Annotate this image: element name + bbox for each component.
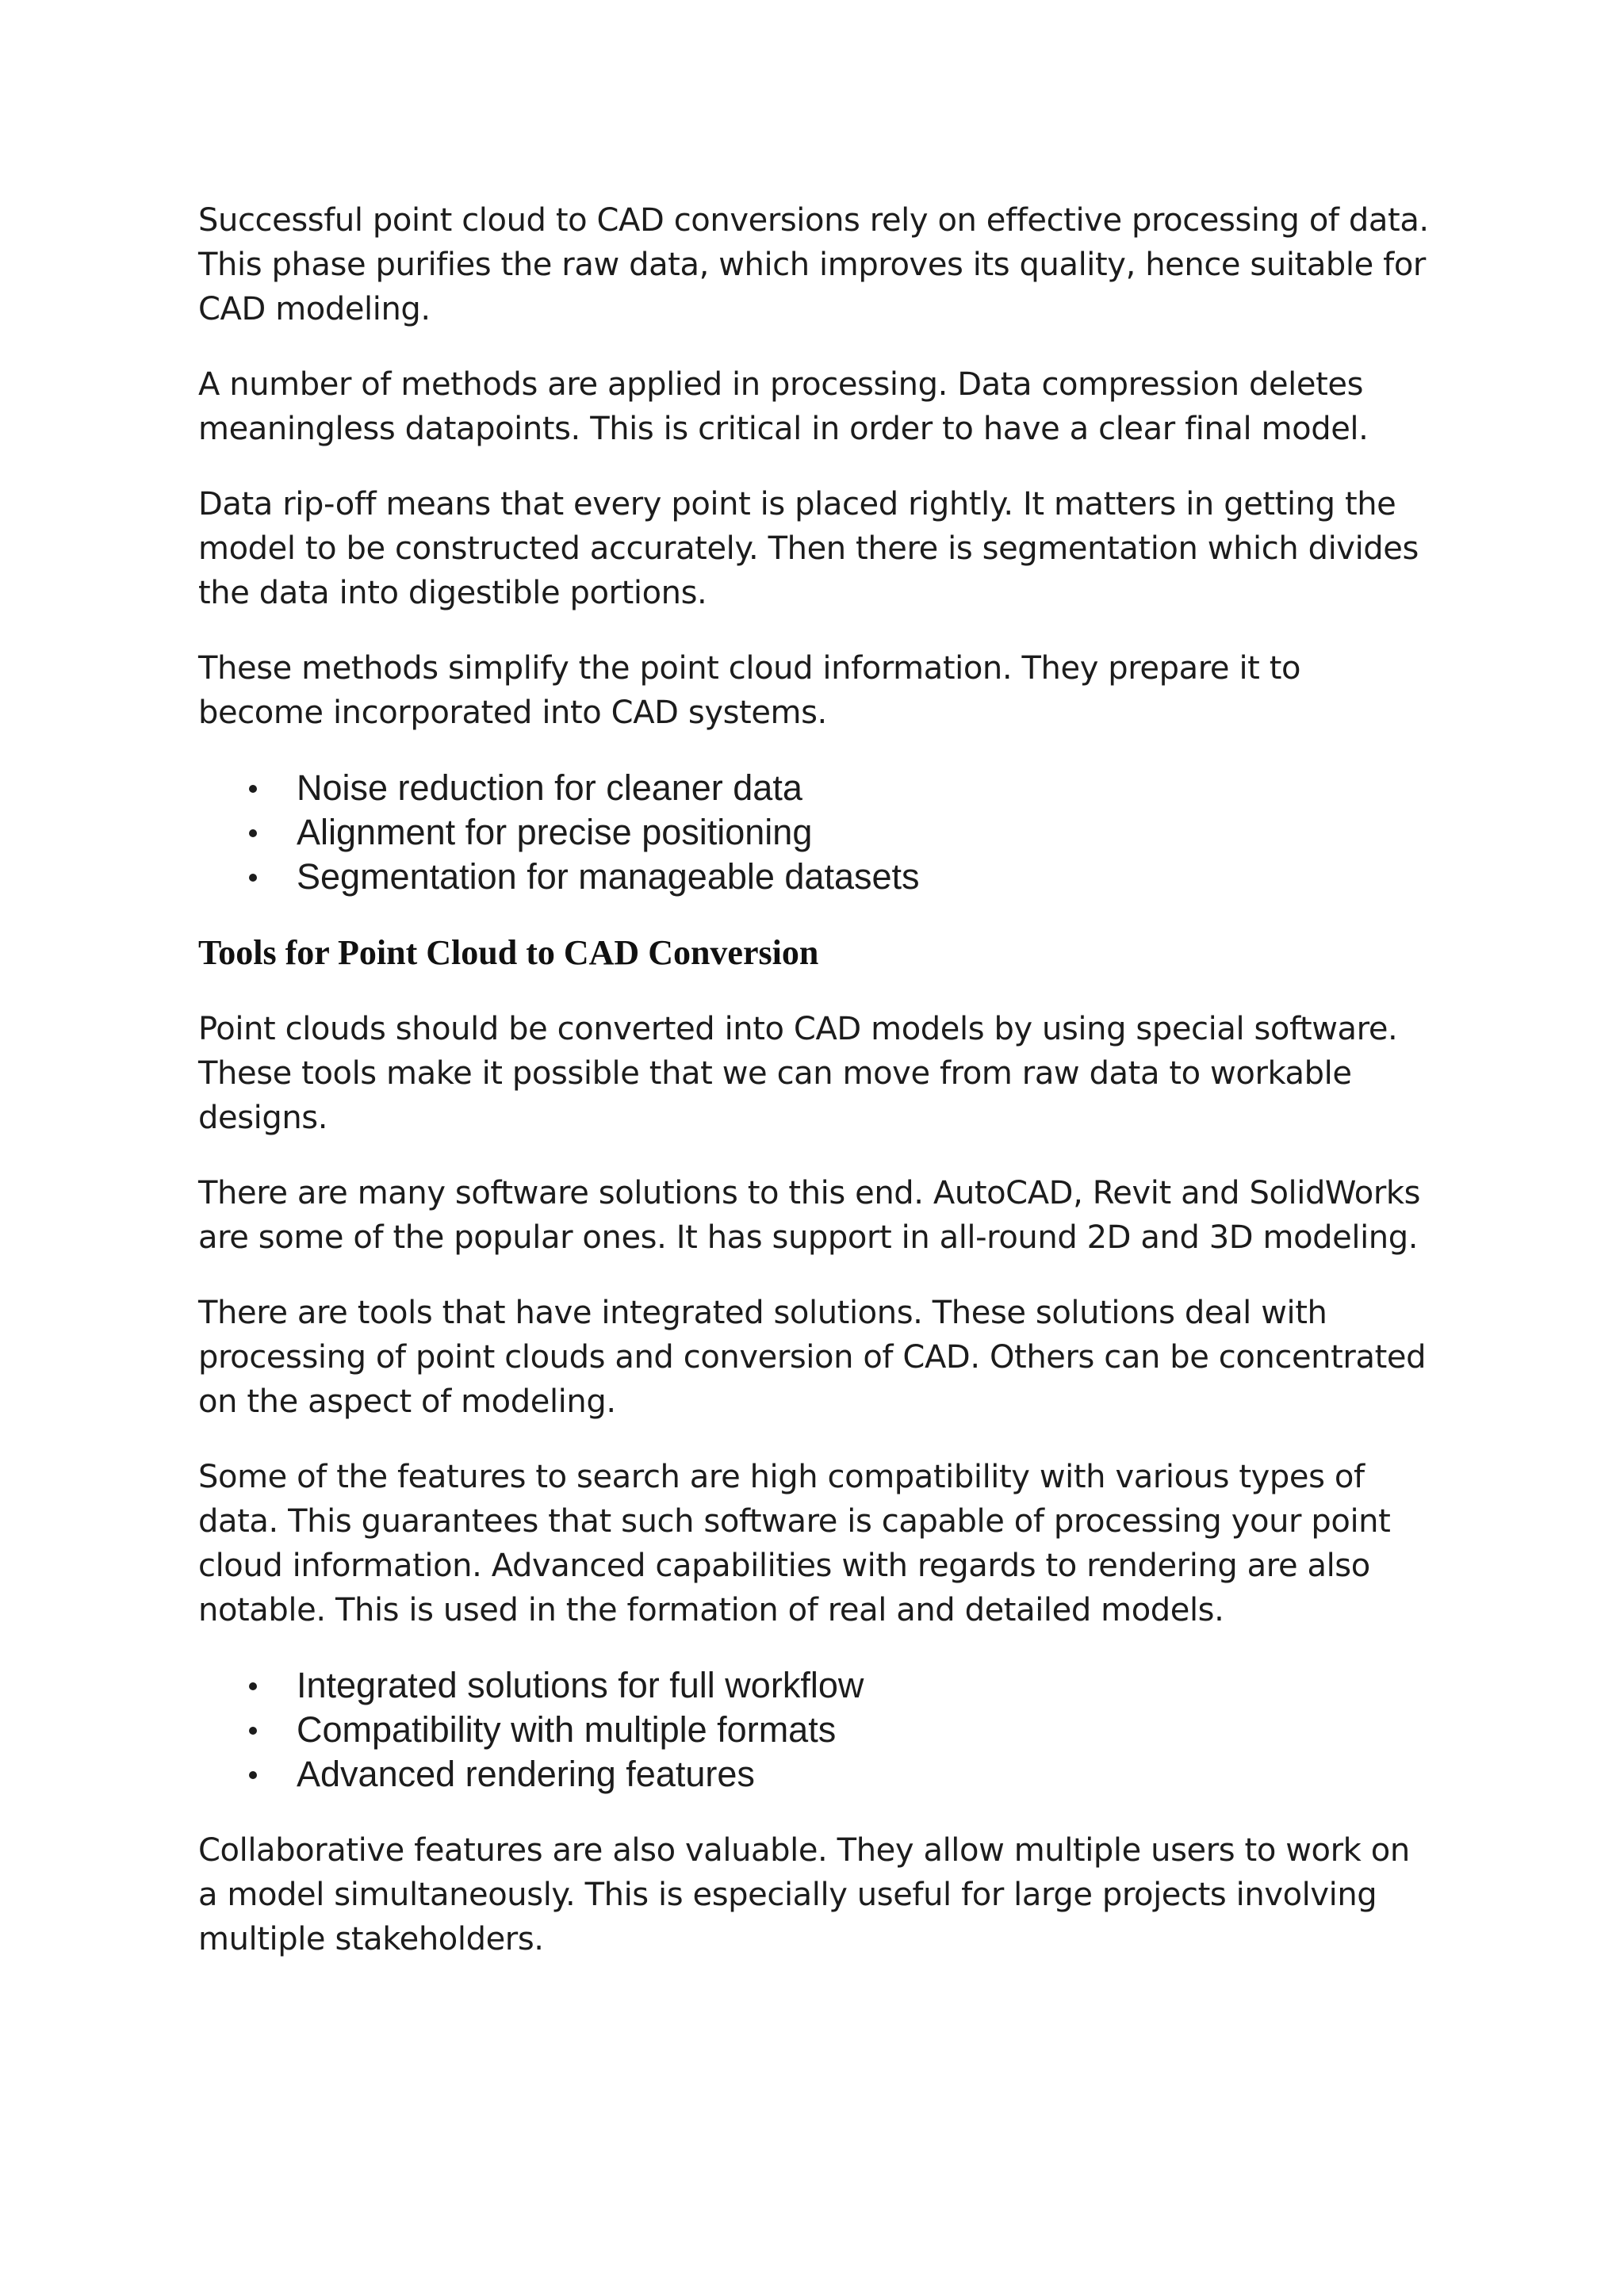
list-item xyxy=(198,855,1435,899)
bullet-icon xyxy=(249,829,257,837)
section-heading: Tools for Point Cloud to CAD Conversion xyxy=(198,933,819,972)
bullet-icon xyxy=(249,785,257,793)
paragraph: Collaborative features are also valuable. They allow multiple users to work on a model simultaneously. This is especially useful for large projects involving multiple stakeholders. xyxy=(198,1832,1410,1957)
paragraph: Point clouds should be converted into CAD models by using special software. These tools make it possible that we can move from raw data to workable designs. xyxy=(198,1011,1398,1136)
paragraph: Some of the features to search are high compatibility with various types of data. This guarantees that such software is capable of processing your point cloud information. Advanced capabilities with regards to rendering are also notable. This is used in the formation of real and detailed models. xyxy=(198,1459,1391,1628)
bullet-icon xyxy=(249,1727,257,1735)
paragraph: A number of methods are applied in processing. Data compression deletes meaningless datapoints. This is critical in order to have a clear final model. xyxy=(198,366,1369,447)
bullet-list-processing xyxy=(198,766,1435,899)
paragraph: These methods simplify the point cloud information. They prepare it to become incorporated into CAD systems. xyxy=(198,650,1301,731)
bullet-icon xyxy=(249,874,257,882)
list-item-text: Advanced rendering features xyxy=(297,1754,755,1794)
list-item-text: Segmentation for manageable datasets xyxy=(297,856,920,897)
list-item-text: Noise reduction for cleaner data xyxy=(297,767,802,808)
paragraph: There are many software solutions to this end. AutoCAD, Revit and SolidWorks are some of the popular ones. It has support in all-round 2D and 3D modeling. xyxy=(198,1175,1421,1256)
list-item xyxy=(198,1663,1435,1708)
list-item xyxy=(198,1708,1435,1752)
document-content xyxy=(198,198,1435,1992)
paragraph: Data rip-off means that every point is placed rightly. It matters in getting the model to be constructed accurately. Then there is segmentation which divides the data into digestible portions. xyxy=(198,486,1419,611)
paragraph: There are tools that have integrated solutions. These solutions deal with processing of point clouds and conversion of CAD. Others can be concentrated on the aspect of modeling. xyxy=(198,1295,1427,1420)
list-item-text: Integrated solutions for full workflow xyxy=(297,1665,864,1705)
list-item xyxy=(198,810,1435,855)
list-item xyxy=(198,766,1435,810)
bullet-icon xyxy=(249,1682,257,1690)
bullet-list-features xyxy=(198,1663,1435,1797)
list-item xyxy=(198,1752,1435,1797)
list-item-text: Alignment for precise positioning xyxy=(297,812,813,852)
bullet-icon xyxy=(249,1771,257,1779)
list-item-text: Compatibility with multiple formats xyxy=(297,1709,837,1750)
paragraph: Successful point cloud to CAD conversions rely on effective processing of data. This phase purifies the raw data, which improves its quality, hence suitable for CAD modeling. xyxy=(198,202,1429,327)
